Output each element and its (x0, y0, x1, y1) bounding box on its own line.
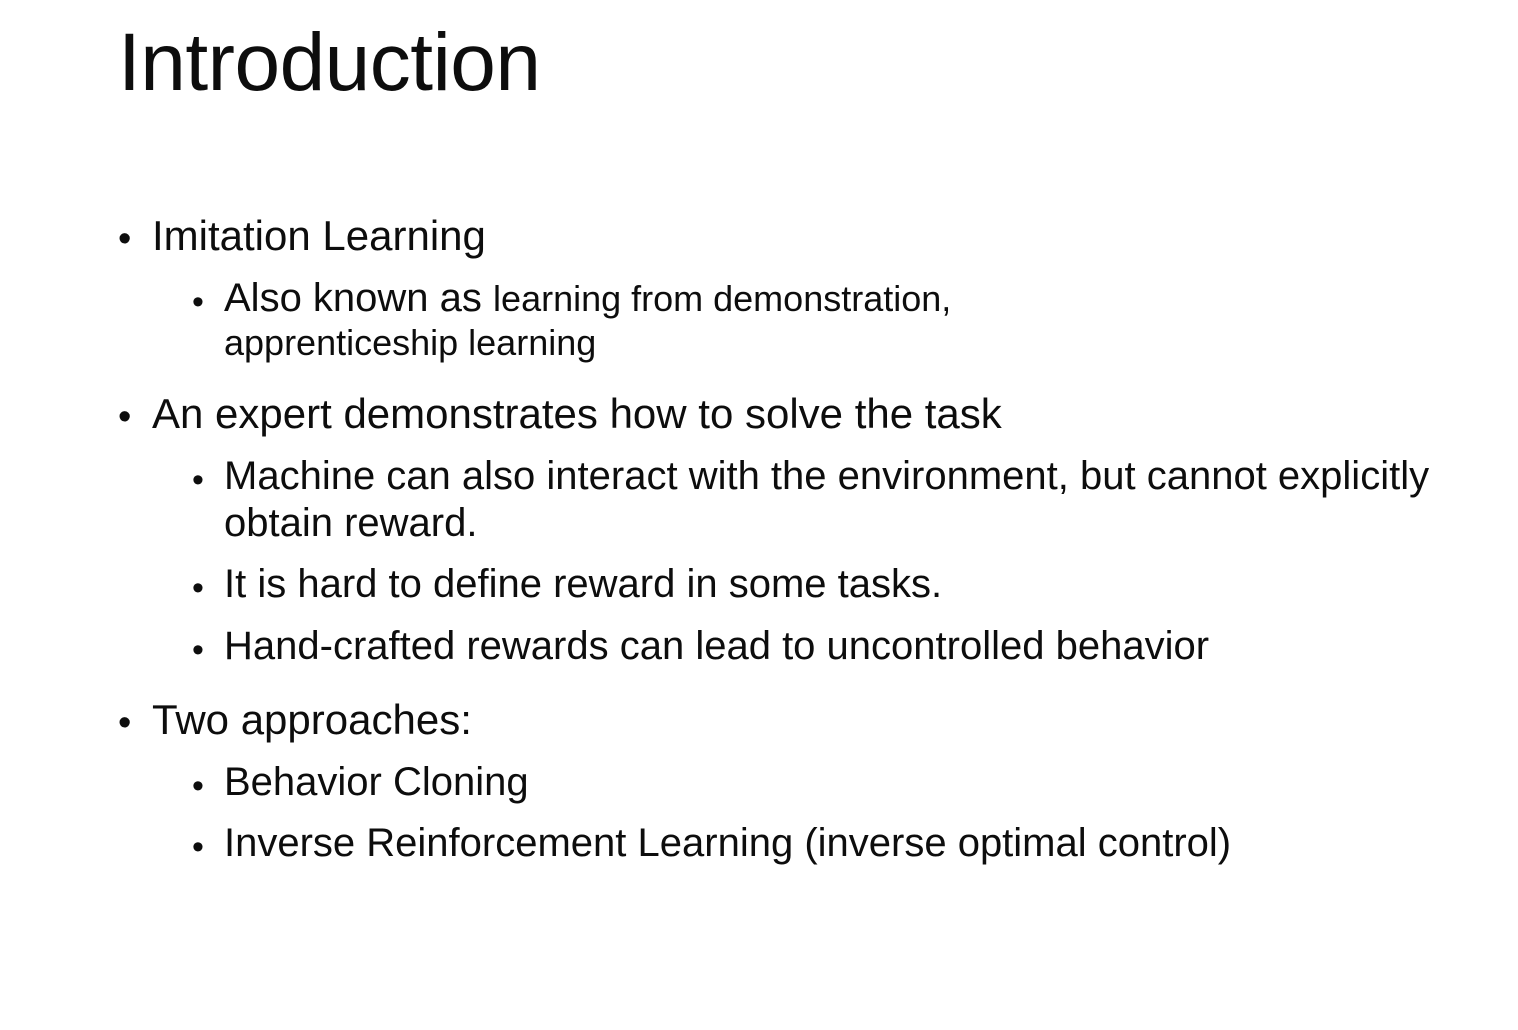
list-item (110, 696, 1440, 745)
list-item-label: Hand-crafted rewards can lead to uncontrolled behavior (224, 623, 1210, 668)
list-item-label: It is hard to define reward in some tasks. (224, 562, 943, 607)
bullet-glyph: • (192, 766, 204, 805)
bullet-glyph: • (118, 396, 132, 439)
list-item-label: Inverse Reinforcement Learning (inverse optimal control) (224, 820, 1232, 865)
list-item (110, 275, 1440, 365)
bullet-glyph: • (192, 827, 204, 866)
bullet-glyph: • (118, 701, 132, 744)
list-item (110, 390, 1440, 439)
list-item (110, 759, 1440, 806)
bullet-glyph: • (192, 461, 204, 500)
bullet-glyph: • (118, 218, 132, 260)
list-item (110, 623, 1440, 670)
list-item (110, 212, 1440, 261)
list-item-label (224, 275, 1440, 365)
bullet-glyph: • (192, 630, 204, 669)
list-item-label: Two approaches: (152, 695, 472, 743)
list-item (110, 820, 1440, 867)
list-item-text-run-2: learning from demonstration, (493, 277, 952, 319)
list-item-label: An expert demonstrates how to solve the task (152, 390, 1002, 438)
list-item-text-run-1: Also known as (224, 275, 482, 320)
bullet-glyph: • (192, 569, 204, 608)
list-item (110, 561, 1440, 608)
list-item-label: Behavior Cloning (224, 759, 529, 804)
bullet-glyph: • (192, 282, 204, 321)
list-item (110, 453, 1440, 547)
slide-body (110, 212, 1440, 867)
list-item-text-run-3: apprenticeship learning (224, 321, 597, 363)
list-item-label: Imitation Learning (152, 212, 486, 259)
list-item-label: Machine can also interact with the environment, but cannot explicitly obtain reward. (224, 454, 1430, 546)
page-title: Introduction (118, 17, 541, 108)
